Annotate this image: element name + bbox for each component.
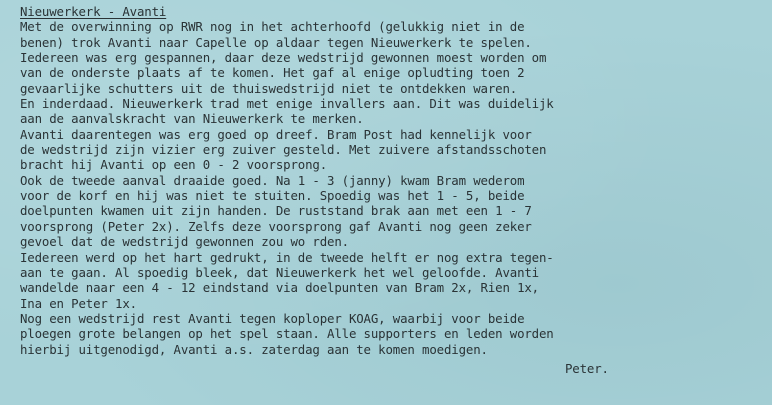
article-title: Nieuwerkerk - Avanti bbox=[20, 4, 167, 19]
article-line: bracht hij Avanti op een 0 - 2 voorsprong. bbox=[20, 157, 328, 173]
article-line: Iedereen was erg gespannen, daar deze wedstrijd gewonnen moest worden om bbox=[20, 50, 547, 66]
article-line: Avanti daarentegen was erg goed op dreef. Bram Post had kennelijk voor bbox=[20, 126, 532, 142]
article-line: ploegen grote belangen op het spel staan. Alle supporters en leden worden bbox=[20, 326, 554, 342]
article-line: gevaarlijke schutters uit de thuiswedstrijd niet te ontdekken waren. bbox=[20, 80, 518, 96]
article-line: Iedereen werd op het hart gedrukt, in de tweede helft er nog extra tegen- bbox=[20, 249, 554, 265]
article-line: benen) trok Avanti naar Capelle op aldaar tegen Nieuwerkerk te spelen. bbox=[20, 34, 532, 50]
article-line: Nog een wedstrijd rest Avanti tegen koploper KOAG, waarbij voor beide bbox=[20, 310, 525, 326]
article-line: wandelde naar een 4 - 12 eindstand via doelpunten van Bram 2x, Rien 1x, bbox=[20, 280, 539, 296]
article-line: gevoel dat de wedstrijd gewonnen zou wo rden. bbox=[20, 234, 349, 250]
article-line: van de onderste plaats af te komen. Het gaf al enige opludting toen 2 bbox=[20, 65, 525, 81]
article-line: Met de overwinning op RWR nog in het achterhoofd (gelukkig niet in de bbox=[20, 19, 525, 35]
article-line: de wedstrijd zijn vizier erg zuiver gesteld. Met zuivere afstandsschoten bbox=[20, 142, 547, 158]
article-line: voorsprong (Peter 2x). Zelfs deze voorsprong gaf Avanti nog geen zeker bbox=[20, 218, 532, 234]
article-line: Ina en Peter 1x. bbox=[20, 295, 137, 311]
article-line: doelpunten kwamen uit zijn handen. De ruststand brak aan met een 1 - 7 bbox=[20, 203, 532, 219]
article-line: aan de aanvalskracht van Nieuwerkerk te merken. bbox=[20, 111, 364, 127]
article-line: voor de korf en hij was niet te stuiten. Spoedig was het 1 - 5, beide bbox=[20, 188, 525, 204]
article-line: aan te gaan. Al spoedig bleek, dat Nieuwerkerk het wel geloofde. Avanti bbox=[20, 264, 539, 280]
article-signature: Peter. bbox=[565, 360, 609, 376]
article bbox=[20, 4, 768, 376]
article-line: En inderdaad. Nieuwerkerk trad met enige invallers aan. Dit was duidelijk bbox=[20, 96, 554, 112]
article-line: hierbij uitgenodigd, Avanti a.s. zaterdag aan te komen moedigen. bbox=[20, 341, 488, 357]
article-line: Ook de tweede aanval draaide goed. Na 1 - 3 (janny) kwam Bram wederom bbox=[20, 172, 525, 188]
